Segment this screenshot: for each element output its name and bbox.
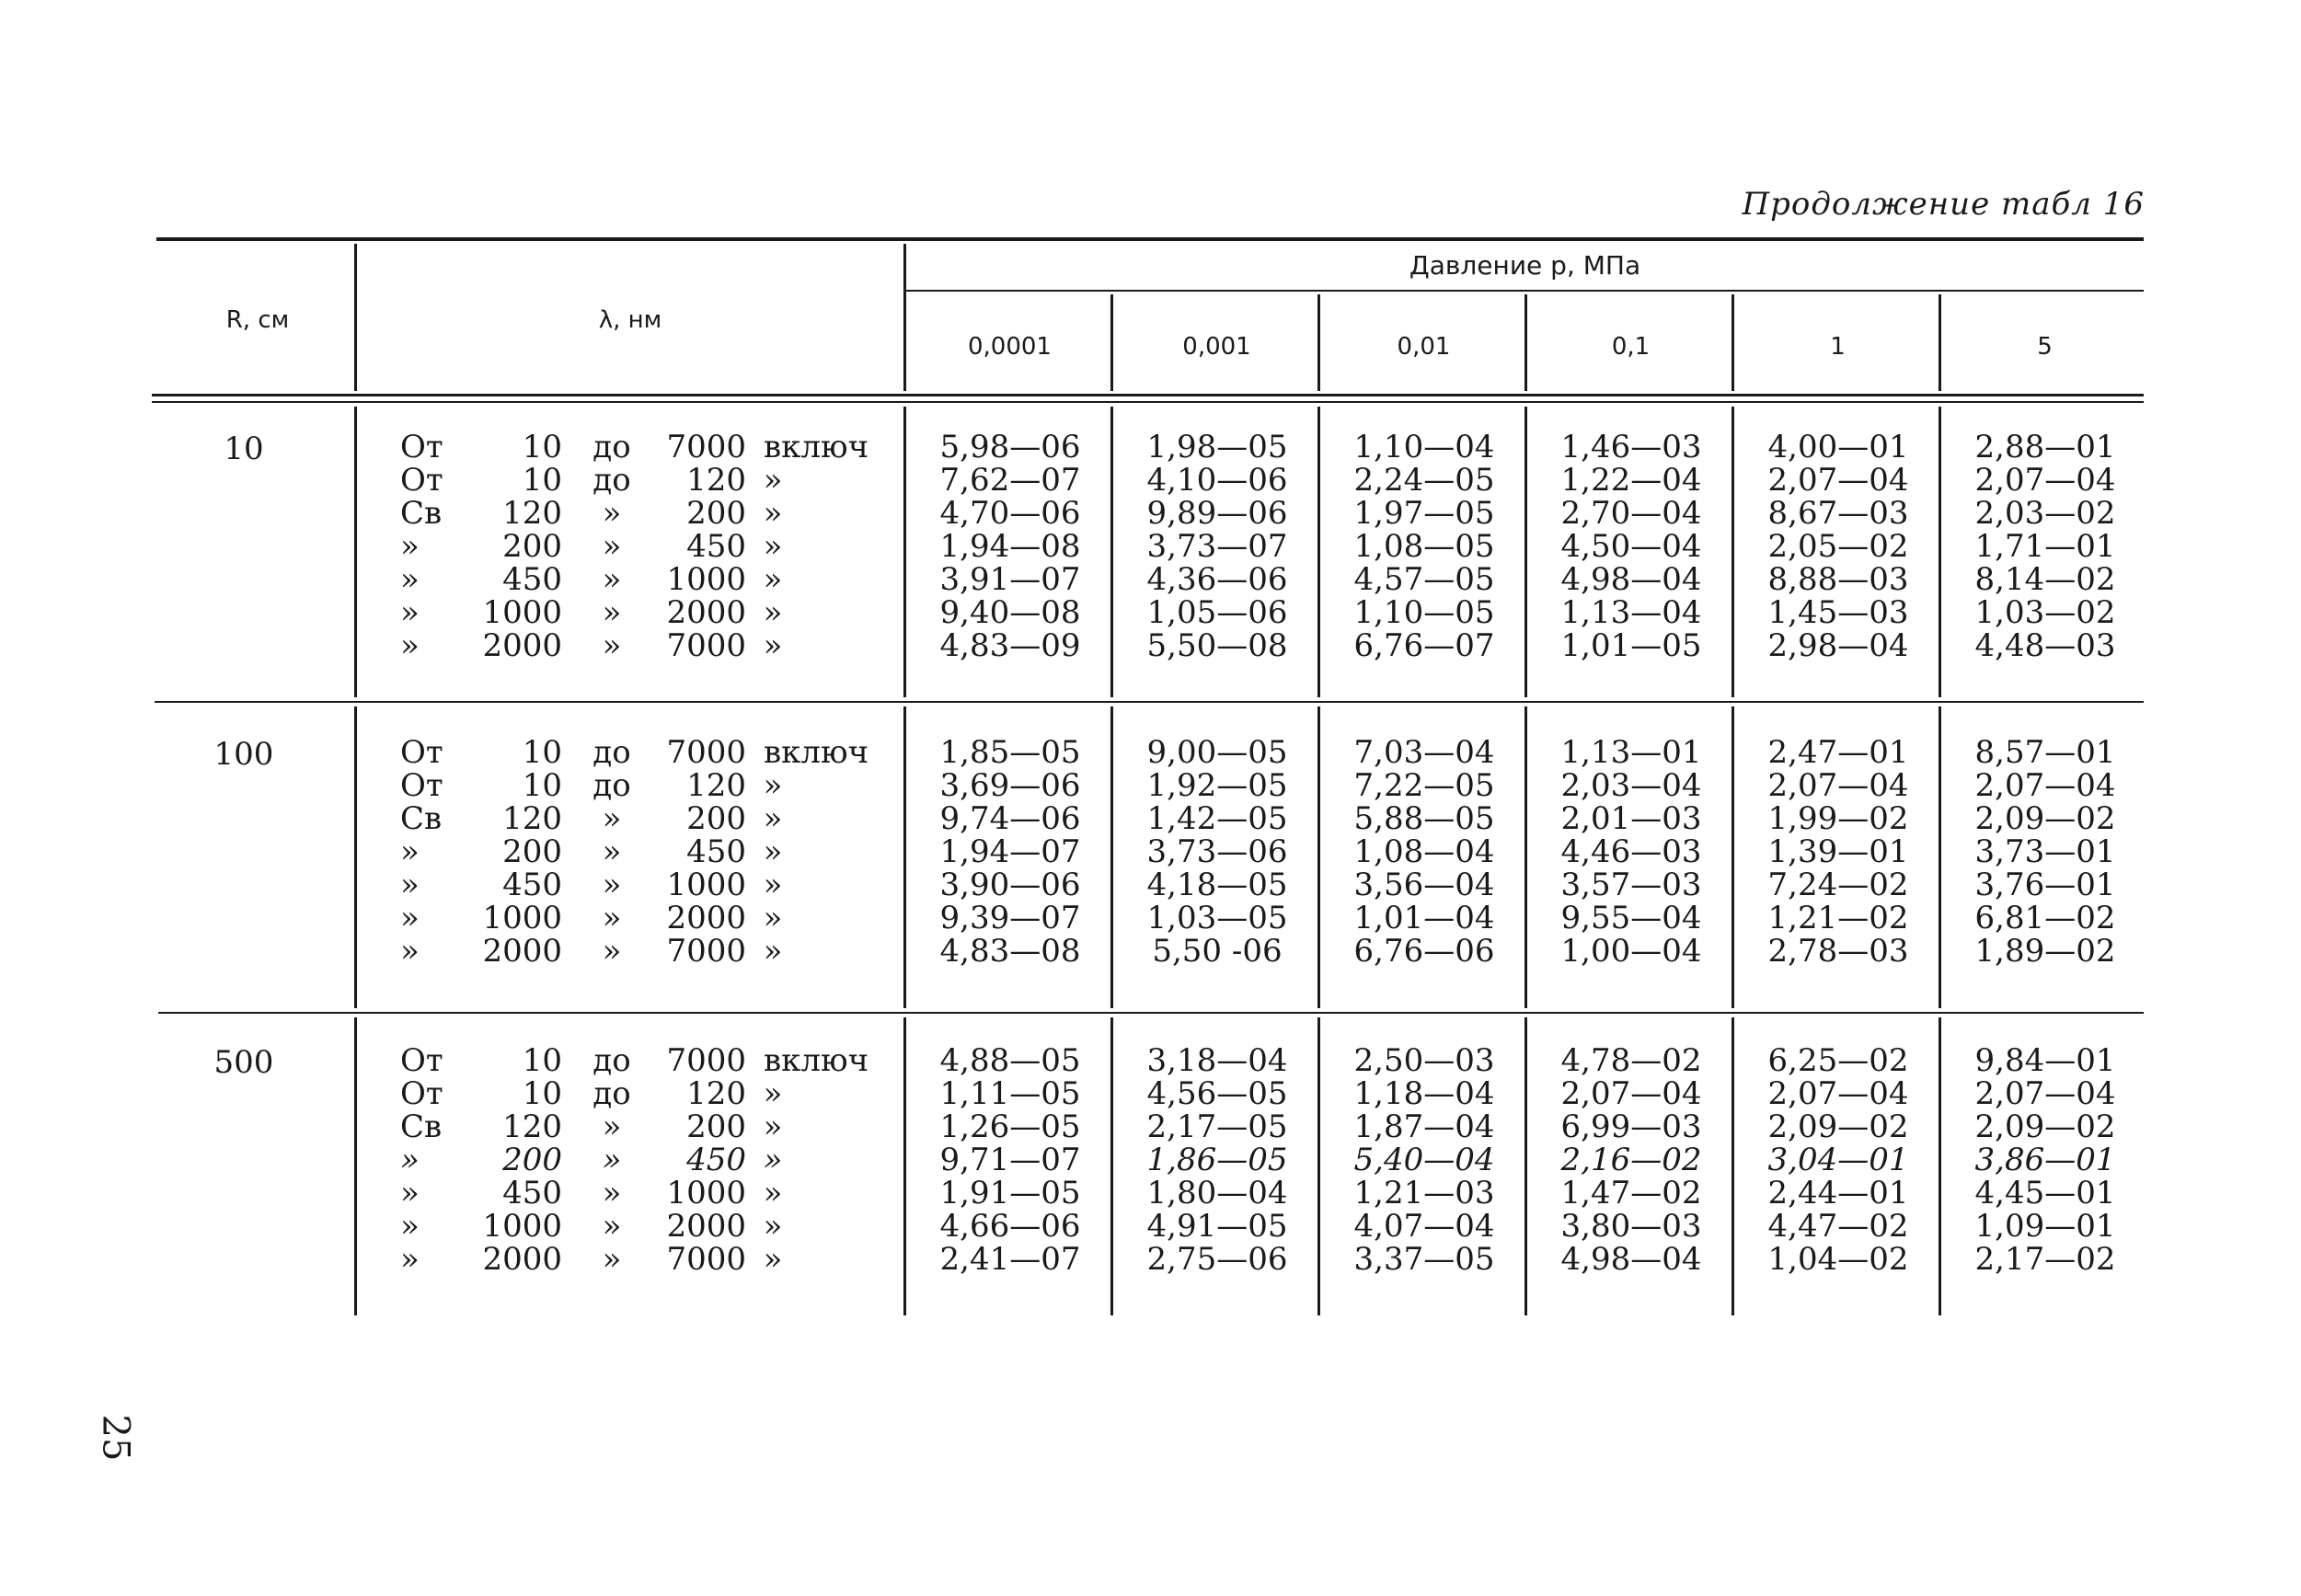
value-cell: 1,89—02 [1974,933,2116,970]
page-number: 25 [94,1414,137,1462]
value-cell: 1,71—01 [1974,528,2116,565]
lambda-token: 1000 [666,867,746,903]
value-cell: 1,45—03 [1767,594,1909,631]
lambda-token: 450 [502,867,562,903]
value-cell: 9,40—08 [939,594,1081,631]
lambda-range-row [400,1143,897,1177]
header-pressure-value: 0,0001 [968,333,1052,361]
lambda-token: 2000 [666,594,746,631]
lambda-range-row [400,802,897,835]
lambda-token: » [763,495,783,532]
value-cell: 1,10—05 [1353,594,1495,631]
lambda-range-row [400,1044,897,1077]
value-cell: 4,45—01 [1974,1175,2116,1211]
value-cell: 2,09—02 [1974,800,2116,837]
value-cell: 1,86—05 [1146,1142,1288,1178]
value-cell: 4,83—09 [939,627,1081,664]
value-cell: 1,80—04 [1146,1175,1288,1211]
lambda-token: » [602,867,622,903]
value-cell: 4,78—02 [1560,1042,1702,1079]
lambda-token: » [400,561,420,598]
block-separator-2 [158,1012,2144,1014]
value-cell: 1,94—07 [939,833,1081,870]
lambda-token: » [602,800,622,837]
value-cell: 1,21—03 [1353,1175,1495,1211]
value-cell: 1,09—01 [1974,1208,2116,1245]
value-cell: 2,17—02 [1974,1241,2116,1278]
value-cell: 2,78—03 [1767,933,1909,970]
pressure-value-column [906,1044,1114,1276]
value-cell: 5,88—05 [1353,800,1495,837]
header-pressure-value: 1 [1830,333,1846,361]
pressure-value-column [1113,1044,1321,1276]
lambda-token: Св [400,1108,443,1145]
lambda-range-row [400,835,897,868]
lambda-token: » [400,933,420,970]
value-cell: 2,09—02 [1974,1108,2116,1145]
top-rule [156,237,2144,241]
lambda-token: 120 [686,462,746,499]
lambda-token: » [602,561,622,598]
lambda-token: 450 [502,561,562,598]
value-cell: 2,09—02 [1767,1108,1909,1145]
value-cell: 1,46—03 [1560,429,1702,465]
table-caption: Продолжение табл 16 [1742,186,2145,223]
pressure-value-column [1941,431,2149,662]
value-cell: 2,50—03 [1353,1042,1495,1079]
header-pressure-label: Давление p, МПа [1409,250,1641,281]
value-cell: 1,97—05 [1353,495,1495,532]
lambda-range-list [400,736,897,968]
value-cell: 2,05—02 [1767,528,1909,565]
value-cell: 3,69—06 [939,767,1081,804]
lambda-token: до [593,429,631,465]
header-pressure-value: 5 [2037,333,2053,361]
lambda-token: » [602,627,622,664]
lambda-token: 10 [522,734,562,771]
lambda-token: » [763,1175,783,1211]
value-cell: 5,40—04 [1353,1142,1495,1178]
lambda-token: Св [400,495,443,532]
lambda-token: » [602,528,622,565]
value-cell: 4,70—06 [939,495,1081,532]
header-r-label: R, см [225,306,290,334]
value-cell: 9,84—01 [1974,1042,2116,1079]
lambda-token: 120 [502,495,562,532]
lambda-token: 1000 [482,594,562,631]
lambda-token: 7000 [666,1042,746,1079]
lambda-range-row [400,935,897,968]
value-cell: 4,00—01 [1767,429,1909,465]
pressure-group-rule [906,290,2144,292]
value-cell: 1,42—05 [1146,800,1288,837]
value-cell: 9,39—07 [939,900,1081,936]
lambda-token: 7000 [666,429,746,465]
value-cell: 1,10—04 [1353,429,1495,465]
value-cell: 3,18—04 [1146,1042,1288,1079]
lambda-token: От [400,734,443,771]
lambda-token: » [602,900,622,936]
value-cell: 1,92—05 [1146,767,1288,804]
lambda-token: 1000 [666,561,746,598]
value-cell: 9,71—07 [939,1142,1081,1178]
lambda-token: 450 [686,833,746,870]
value-cell: 2,07—04 [1974,462,2116,499]
lambda-token: От [400,429,443,465]
pressure-value-column [906,736,1114,968]
value-cell: 8,67—03 [1767,495,1909,532]
lambda-token: » [602,1108,622,1145]
value-cell: 1,13—01 [1560,734,1702,771]
value-cell: 2,07—04 [1560,1075,1702,1112]
lambda-token: » [763,900,783,936]
lambda-token: » [763,800,783,837]
value-cell: 2,88—01 [1974,429,2116,465]
value-cell: 1,13—04 [1560,594,1702,631]
value-cell: 3,04—01 [1767,1142,1909,1178]
value-cell: 4,57—05 [1353,561,1495,598]
value-cell: 1,26—05 [939,1108,1081,1145]
value-cell: 1,91—05 [939,1175,1081,1211]
lambda-token: » [400,900,420,936]
value-cell: 2,01—03 [1560,800,1702,837]
lambda-range-row [400,596,897,629]
value-cell: 2,07—04 [1974,767,2116,804]
lambda-token: 200 [686,800,746,837]
lambda-token: » [763,1241,783,1278]
lambda-token: » [763,933,783,970]
value-cell: 9,74—06 [939,800,1081,837]
lambda-token: до [593,767,631,804]
value-cell: 3,73—01 [1974,833,2116,870]
lambda-token: 200 [502,528,562,565]
lambda-range-row [400,1210,897,1243]
lambda-token: » [763,1108,783,1145]
lambda-range-row [400,497,897,530]
lambda-token: 200 [502,1142,562,1178]
lambda-token: » [602,1175,622,1211]
lambda-token: » [602,594,622,631]
value-cell: 4,47—02 [1767,1208,1909,1245]
value-cell: 1,87—04 [1353,1108,1495,1145]
pressure-value-column [1320,736,1528,968]
lambda-range-row [400,563,897,596]
pressure-value-column [1941,736,2149,968]
value-cell: 3,80—03 [1560,1208,1702,1245]
lambda-token: От [400,462,443,499]
lambda-token: » [763,1142,783,1178]
value-cell: 8,88—03 [1767,561,1909,598]
pressure-value-column [1734,736,1942,968]
value-cell: 2,03—04 [1560,767,1702,804]
value-cell: 3,56—04 [1353,867,1495,903]
lambda-token: » [400,1142,420,1178]
lambda-range-row [400,1077,897,1110]
value-cell: 7,24—02 [1767,867,1909,903]
lambda-token: 200 [686,1108,746,1145]
value-cell: 3,37—05 [1353,1241,1495,1278]
lambda-token: до [593,1042,631,1079]
value-cell: 5,50—08 [1146,627,1288,664]
value-cell: 1,98—05 [1146,429,1288,465]
lambda-token: 1000 [482,900,562,936]
value-cell: 4,50—04 [1560,528,1702,565]
value-cell: 4,18—05 [1146,867,1288,903]
lambda-range-row [400,431,897,464]
value-cell: 4,83—08 [939,933,1081,970]
value-cell: 1,21—02 [1767,900,1909,936]
value-cell: 3,86—01 [1974,1142,2116,1178]
lambda-token: » [400,627,420,664]
lambda-token: 2000 [482,1241,562,1278]
lambda-token: 120 [686,767,746,804]
lambda-token: включ [764,429,869,465]
value-cell: 4,07—04 [1353,1208,1495,1245]
value-cell: 5,98—06 [939,429,1081,465]
lambda-token: 200 [686,495,746,532]
lambda-token: 2000 [482,627,562,664]
lambda-token: » [763,594,783,631]
pressure-value-column [1734,1044,1942,1276]
value-cell: 3,91—07 [939,561,1081,598]
lambda-token: 10 [522,1042,562,1079]
lambda-token: » [400,528,420,565]
lambda-token: » [763,528,783,565]
value-cell: 2,17—05 [1146,1108,1288,1145]
value-cell: 4,91—05 [1146,1208,1288,1245]
value-cell: 3,76—01 [1974,867,2116,903]
lambda-token: » [763,1075,783,1112]
lambda-token: 450 [686,1142,746,1178]
lambda-token: » [763,767,783,804]
lambda-token: » [763,833,783,870]
lambda-token: » [763,561,783,598]
value-cell: 2,03—02 [1974,495,2116,532]
lambda-token: до [593,734,631,771]
lambda-token: 120 [502,1108,562,1145]
value-cell: 1,39—01 [1767,833,1909,870]
value-cell: 4,98—04 [1560,561,1702,598]
lambda-token: » [763,867,783,903]
value-cell: 4,46—03 [1560,833,1702,870]
value-cell: 1,01—05 [1560,627,1702,664]
lambda-range-row [400,464,897,497]
value-cell: 9,00—05 [1146,734,1288,771]
value-cell: 2,75—06 [1146,1241,1288,1278]
value-cell: 4,98—04 [1560,1241,1702,1278]
pressure-value-column [1320,431,1528,662]
value-cell: 2,07—04 [1767,462,1909,499]
lambda-range-row [400,736,897,769]
value-cell: 4,56—05 [1146,1075,1288,1112]
value-cell: 2,16—02 [1560,1142,1702,1178]
lambda-token: 7000 [666,1241,746,1278]
lambda-token: 10 [522,767,562,804]
value-cell: 1,85—05 [939,734,1081,771]
value-cell: 1,03—05 [1146,900,1288,936]
lambda-token: 120 [502,800,562,837]
header-pressure-value: 0,1 [1611,333,1651,361]
value-cell: 4,66—06 [939,1208,1081,1245]
lambda-token: » [400,833,420,870]
header-bottom-rule-2 [152,401,2144,403]
lambda-token: » [763,462,783,499]
lambda-token: 1000 [482,1208,562,1245]
value-cell: 2,07—04 [1767,1075,1909,1112]
value-cell: 2,07—04 [1974,1075,2116,1112]
lambda-token: » [763,627,783,664]
value-cell: 1,18—04 [1353,1075,1495,1112]
lambda-token: » [400,594,420,631]
pressure-value-column [1527,736,1735,968]
lambda-range-row [400,1243,897,1276]
value-cell: 1,94—08 [939,528,1081,565]
value-cell: 7,62—07 [939,462,1081,499]
column-divider-r [354,407,357,697]
value-cell: 4,36—06 [1146,561,1288,598]
value-cell: 2,41—07 [939,1241,1081,1278]
value-cell: 8,14—02 [1974,561,2116,598]
lambda-token: 450 [502,1175,562,1211]
pressure-value-column [1941,1044,2149,1276]
lambda-token: Св [400,800,443,837]
lambda-token: » [400,1175,420,1211]
pressure-value-column [1734,431,1942,662]
lambda-token: 7000 [666,734,746,771]
lambda-token: » [763,1208,783,1245]
value-cell: 6,76—06 [1353,933,1495,970]
value-cell: 1,04—02 [1767,1241,1909,1278]
lambda-token: 10 [522,1075,562,1112]
lambda-token: 2000 [666,900,746,936]
value-cell: 8,57—01 [1974,734,2116,771]
lambda-token: » [602,933,622,970]
value-cell: 5,50 -06 [1152,933,1283,970]
value-cell: 3,73—07 [1146,528,1288,565]
value-cell: 4,10—06 [1146,462,1288,499]
lambda-range-row [400,868,897,901]
value-cell: 1,08—04 [1353,833,1495,870]
lambda-token: 7000 [666,933,746,970]
lambda-range-row [400,769,897,802]
pressure-value-column [1527,431,1735,662]
value-cell: 3,90—06 [939,867,1081,903]
value-cell: 1,08—05 [1353,528,1495,565]
value-cell: 3,57—03 [1560,867,1702,903]
lambda-token: 7000 [666,627,746,664]
value-cell: 6,25—02 [1767,1042,1909,1079]
lambda-token: до [593,462,631,499]
value-cell: 1,99—02 [1767,800,1909,837]
value-cell: 1,03—02 [1974,594,2116,631]
lambda-token: 120 [686,1075,746,1112]
value-cell: 9,55—04 [1560,900,1702,936]
lambda-token: От [400,767,443,804]
header-pressure-value: 0,001 [1182,333,1251,361]
value-cell: 2,44—01 [1767,1175,1909,1211]
value-cell: 1,47—02 [1560,1175,1702,1211]
value-cell: 2,24—05 [1353,462,1495,499]
column-divider-r [354,706,357,1008]
column-divider-r [354,1017,357,1315]
value-cell: 1,00—04 [1560,933,1702,970]
value-cell: 6,76—07 [1353,627,1495,664]
lambda-token: » [400,867,420,903]
lambda-range-row [400,1177,897,1210]
lambda-range-row [400,901,897,935]
r-value: 100 [213,736,274,773]
column-divider-r [354,244,357,391]
lambda-token: » [602,1208,622,1245]
pressure-value-column [906,431,1114,662]
lambda-range-row [400,629,897,662]
pressure-value-column [1527,1044,1735,1276]
lambda-token: до [593,1075,631,1112]
value-cell: 3,73—06 [1146,833,1288,870]
pressure-value-column [1320,1044,1528,1276]
lambda-token: 450 [686,528,746,565]
value-cell: 7,03—04 [1353,734,1495,771]
lambda-token: » [400,1208,420,1245]
value-cell: 2,07—04 [1767,767,1909,804]
value-cell: 1,22—04 [1560,462,1702,499]
lambda-token: 10 [522,429,562,465]
pressure-value-column [1113,736,1321,968]
lambda-token: » [602,833,622,870]
lambda-token: 2000 [666,1208,746,1245]
value-cell: 1,01—04 [1353,900,1495,936]
value-cell: 1,05—06 [1146,594,1288,631]
lambda-token: » [602,1241,622,1278]
block-separator-1 [155,701,2144,703]
pressure-value-column [1113,431,1321,662]
lambda-token: включ [764,734,869,771]
lambda-token: » [602,1142,622,1178]
value-cell: 7,22—05 [1353,767,1495,804]
lambda-token: включ [764,1042,869,1079]
r-value: 10 [224,431,264,467]
value-cell: 1,11—05 [939,1075,1081,1112]
value-cell: 9,89—06 [1146,495,1288,532]
header-pressure-value: 0,01 [1397,333,1451,361]
value-cell: 6,99—03 [1560,1108,1702,1145]
value-cell: 2,70—04 [1560,495,1702,532]
lambda-range-list [400,1044,897,1276]
header-lambda-label: λ, нм [598,306,662,334]
value-cell: 4,48—03 [1974,627,2116,664]
lambda-range-row [400,1110,897,1143]
lambda-token: 1000 [666,1175,746,1211]
lambda-token: » [602,495,622,532]
header-bottom-rule [152,394,2144,396]
lambda-token: От [400,1042,443,1079]
value-cell: 4,88—05 [939,1042,1081,1079]
lambda-token: От [400,1075,443,1112]
lambda-token: 2000 [482,933,562,970]
lambda-range-row [400,530,897,563]
lambda-token: 10 [522,462,562,499]
value-cell: 2,98—04 [1767,627,1909,664]
lambda-range-list [400,431,897,662]
lambda-token: 200 [502,833,562,870]
r-value: 500 [213,1044,274,1081]
value-cell: 6,81—02 [1974,900,2116,936]
lambda-token: » [400,1241,420,1278]
value-cell: 2,47—01 [1767,734,1909,771]
